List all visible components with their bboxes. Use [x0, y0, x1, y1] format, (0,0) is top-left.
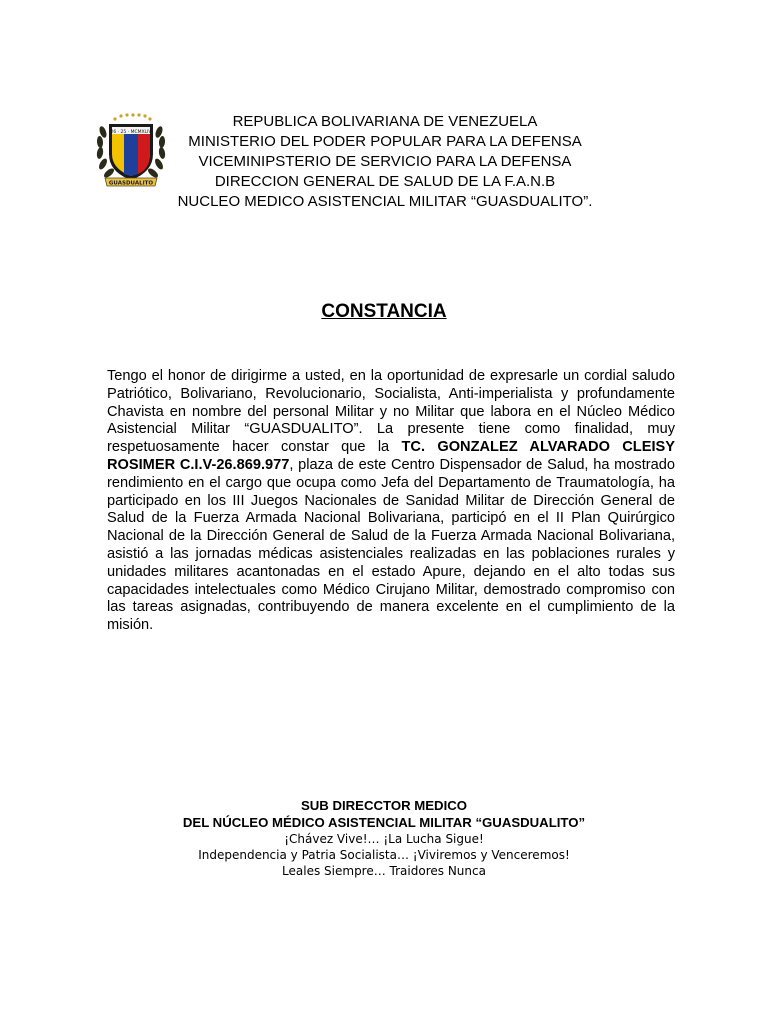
- svg-text:26 · 25 · MCMXLIV: 26 · 25 · MCMXLIV: [110, 130, 152, 135]
- document-header: [170, 112, 600, 212]
- slogan-line: Independencia y Patria Socialista… ¡Viviremos y Venceremos!: [198, 848, 570, 862]
- body-text-part1: Tengo el honor de dirigirme a usted, en la oportunidad de expresarle un cordial saludo Patriótico, Bolivariano, Revolucionario, Socialista, Anti-imperialista y profundamente Chavista en nombre del personal Militar y no Militar que labora en el Núcleo Médico Asistencial Militar “GUASDUALITO”. La presente tiene como finalidad, muy respetuosamente hacer constar que la: [107, 368, 675, 456]
- document-title: CONSTANCIA: [321, 301, 447, 322]
- body-paragraph: [107, 368, 675, 635]
- slogan-line: ¡Chávez Vive!… ¡La Lucha Sigue!: [284, 832, 484, 846]
- signature-institution: DEL NÚCLEO MÉDICO ASISTENCIAL MILITAR “GUASDUALITO”: [182, 815, 586, 830]
- slogan-line: Leales Siempre… Traidores Nunca: [282, 864, 486, 878]
- header-line-direction: DIRECCION GENERAL DE SALUD DE LA F.A.N.B: [214, 173, 556, 190]
- signature-block: [0, 797, 768, 879]
- signature-title: SUB DIRECCTOR MEDICO: [300, 798, 468, 813]
- guasdualito-emblem-logo: [95, 110, 167, 192]
- body-bold-name: TC. GONZALEZ ALVARADO CLEISY ROSIMER C.I.V-26.869.977: [107, 439, 675, 473]
- body-text-part2: , plaza de este Centro Dispensador de Salud, ha mostrado rendimiento en el cargo que ocupa como Jefa del Departamento de Traumatología, ha participado en los III Juegos Nacionales de Sanidad Militar de Dirección General de Salud de la Fuerza Armada Nacional Bolivariana, participó en el II Plan Quirúrgico Nacional de la Dirección General de Salud de la Fuerza Armada Nacional Bolivariana, asistió a las jornadas médicas asistenciales realizadas en las poblaciones rurales y unidades militares acantonadas en el estado Apure, dejando en el alto todas sus capacidades intelectuales como Médico Cirujano Militar, demostrado compromiso con las tareas asignadas, contribuyendo de manera excelente en el cumplimiento de la misión.: [107, 456, 675, 634]
- header-line-nucleus: NUCLEO MEDICO ASISTENCIAL MILITAR “GUASDUALITO”.: [177, 193, 593, 210]
- svg-text:GUASDUALITO: GUASDUALITO: [108, 180, 154, 187]
- header-line-republic: REPUBLICA BOLIVARIANA DE VENEZUELA: [232, 113, 538, 130]
- header-line-ministry: MINISTERIO DEL PODER POPULAR PARA LA DEFENSA: [188, 133, 582, 150]
- header-line-viceministry: VICEMINIPSTERIO DE SERVICIO PARA LA DEFENSA: [198, 153, 572, 170]
